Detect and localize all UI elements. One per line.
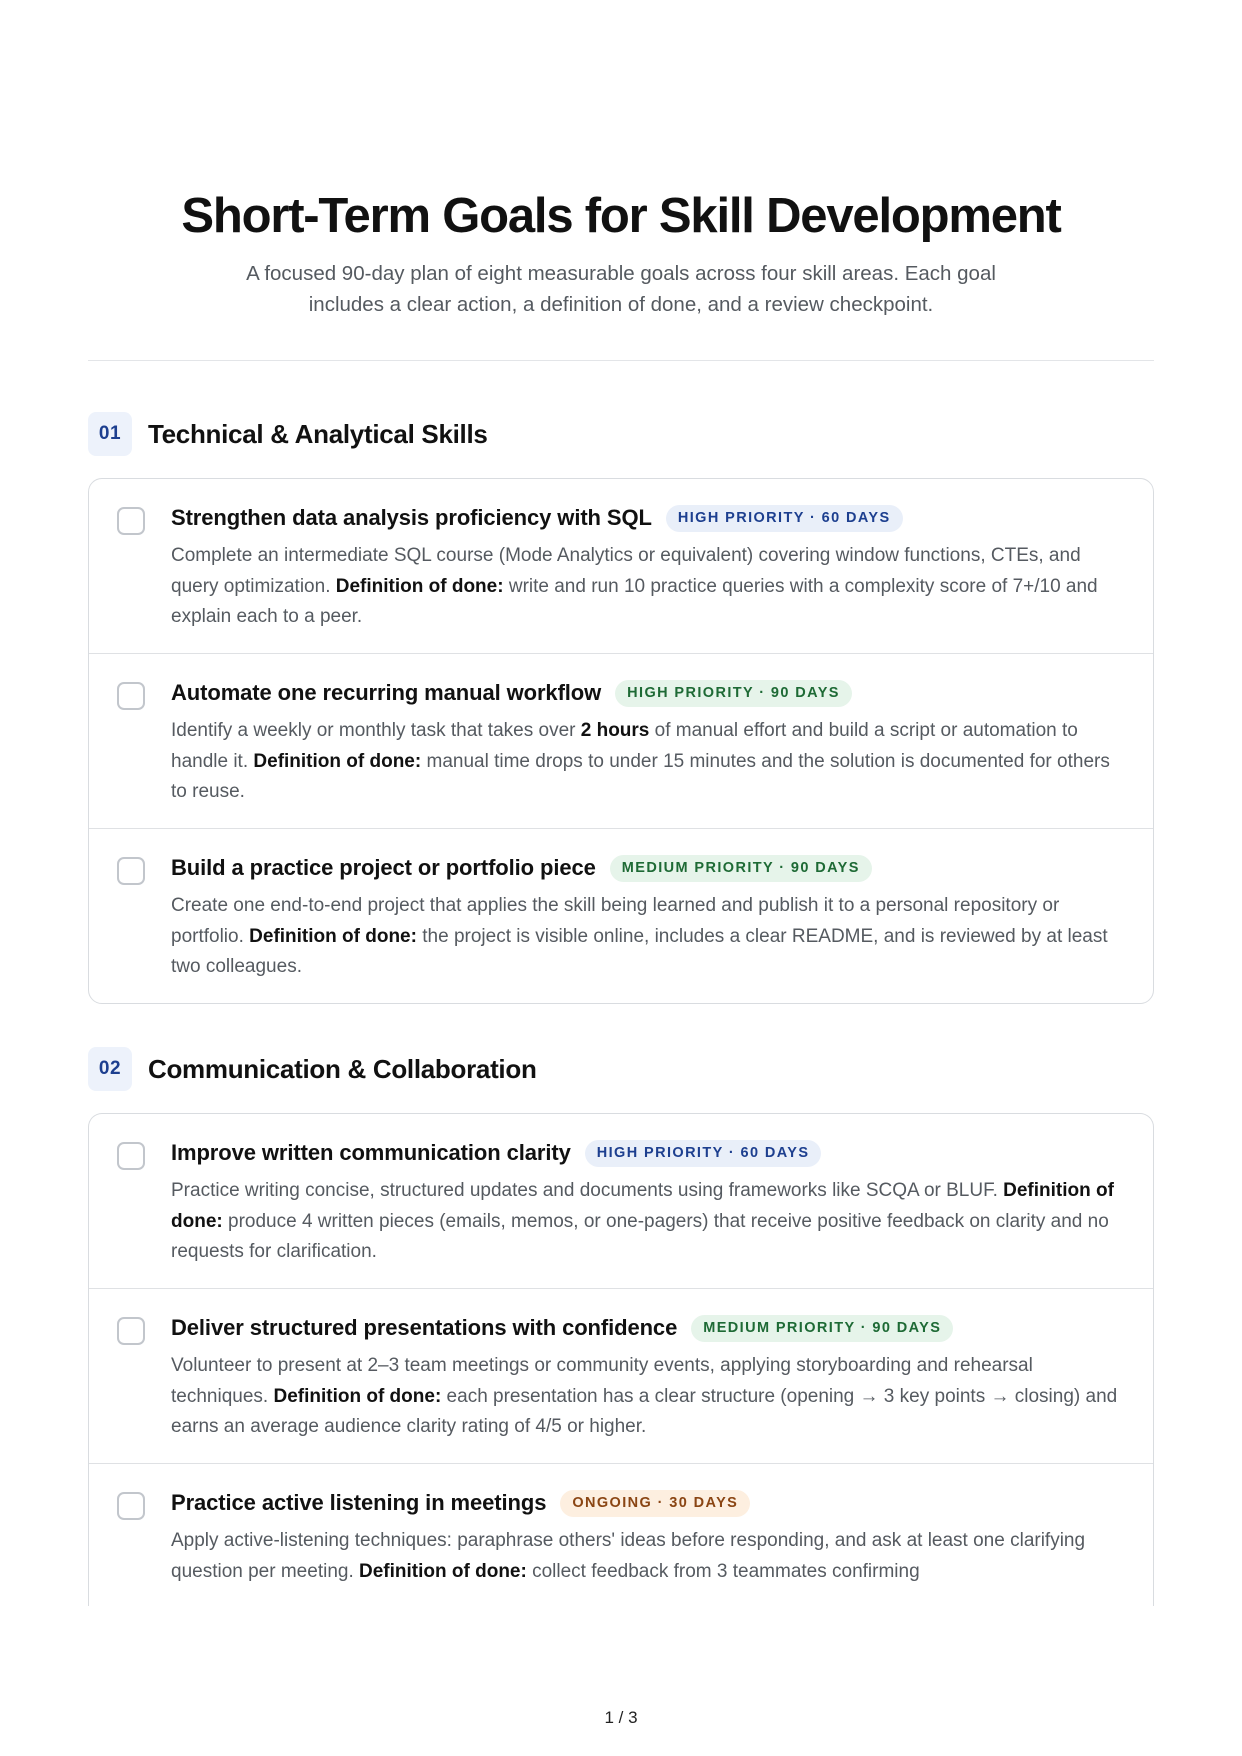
definition-text: collect feedback from 3 teammates confirming (526, 1560, 920, 1582)
description-text: Volunteer to present at 2–3 team meetings or community events, applying storyboarding and rehearsal techniques. (171, 1355, 1033, 1407)
goal-description (171, 541, 1127, 633)
goal-checkbox[interactable] (117, 1317, 145, 1345)
priority-badge: HIGH PRIORITY · 60 DAYS (666, 505, 903, 532)
definition-label: Definition of done: (249, 925, 417, 947)
goal-description (171, 891, 1127, 983)
section-communication (88, 1047, 1154, 1606)
header-divider (88, 360, 1154, 361)
definition-text: each presentation has a clear structure (opening → 3 key points → closing) and earns an average audience clarity rating of 4/5 or higher. (171, 1385, 1118, 1437)
goal-item (89, 653, 1153, 828)
description-text: Identify a weekly or monthly task that takes over (171, 720, 581, 741)
goal-description (171, 1351, 1127, 1443)
goal-content (171, 853, 1127, 983)
section-number: 01 (88, 412, 132, 456)
priority-badge: ONGOING · 30 DAYS (560, 1490, 750, 1517)
section-title: Communication & Collaboration (148, 1053, 537, 1084)
goal-description (171, 716, 1127, 808)
goal-content (171, 678, 1127, 808)
goal-description (171, 1526, 1127, 1587)
document-header (88, 188, 1154, 320)
goal-title: Deliver structured presentations with confidence (171, 1315, 678, 1340)
description-text: of manual effort and build a script or automation to handle it. (171, 720, 1078, 772)
priority-badge: MEDIUM PRIORITY · 90 DAYS (610, 855, 872, 882)
section-title: Technical & Analytical Skills (148, 418, 488, 449)
goal-title: Automate one recurring manual workflow (171, 680, 602, 705)
goal-description (171, 1176, 1127, 1268)
goal-header (171, 1488, 1127, 1518)
description-text: Complete an intermediate SQL course (Mode Analytics or equivalent) covering window functions, CTEs, and query optimization. (171, 545, 1081, 597)
section-technical (88, 412, 1154, 1004)
goal-content (171, 1313, 1127, 1443)
goal-title: Improve written communication clarity (171, 1140, 571, 1165)
goal-item (89, 1114, 1153, 1288)
highlight-text: 2 hours (580, 720, 650, 741)
definition-text: produce 4 written pieces (emails, memos, or one-pagers) that receive positive feedback on clarity and no requests for clarification. (171, 1210, 1109, 1262)
description-text: Apply active-listening techniques: paraphrase others' ideas before responding, and ask at least one clarifying question per meeting. (171, 1530, 1086, 1582)
definition-label: Definition of done: (359, 1560, 527, 1582)
goal-header (171, 853, 1127, 883)
goal-content (171, 503, 1127, 633)
goal-checkbox[interactable] (117, 1492, 145, 1520)
page-title: Short-Term Goals for Skill Development (181, 189, 1061, 243)
goal-header (171, 678, 1127, 708)
goal-header (171, 1138, 1127, 1168)
section-number: 02 (88, 1047, 132, 1091)
goal-title: Build a practice project or portfolio piece (171, 855, 596, 880)
goal-checkbox[interactable] (117, 857, 145, 885)
page-subtitle: A focused 90-day plan of eight measurable goals across four skill areas. Each goal includes a clear action, a definition of done, and a review checkpoint. (246, 262, 996, 316)
definition-text: manual time drops to under 15 minutes and the solution is documented for others to reuse. (171, 750, 1110, 802)
definition-label: Definition of done: (171, 1180, 1114, 1232)
goal-header (171, 503, 1127, 533)
goal-header (171, 1313, 1127, 1343)
goal-item (89, 828, 1153, 1003)
section-header (88, 1047, 1154, 1091)
definition-text: the project is visible online, includes a clear README, and is reviewed by at least two colleagues. (171, 925, 1108, 977)
description-text: Practice writing concise, structured updates and documents using frameworks like SCQA or BLUF. (171, 1180, 1004, 1201)
goal-item (89, 479, 1153, 653)
goal-title: Strengthen data analysis proficiency with SQL (171, 505, 652, 530)
priority-badge: HIGH PRIORITY · 60 DAYS (585, 1140, 822, 1167)
goal-item (89, 1288, 1153, 1463)
priority-badge: MEDIUM PRIORITY · 90 DAYS (691, 1315, 953, 1342)
section-header (88, 412, 1154, 456)
goal-checkbox[interactable] (117, 682, 145, 710)
goal-item (89, 1463, 1153, 1606)
priority-badge: HIGH PRIORITY · 90 DAYS (615, 680, 852, 707)
goal-title: Practice active listening in meetings (171, 1490, 547, 1515)
page-number: 1 / 3 (604, 1708, 638, 1727)
goal-checkbox[interactable] (117, 507, 145, 535)
goal-checkbox[interactable] (117, 1142, 145, 1170)
goal-card (88, 1113, 1154, 1606)
goal-content (171, 1488, 1127, 1587)
definition-label: Definition of done: (273, 1385, 442, 1407)
definition-label: Definition of done: (335, 575, 504, 597)
definition-text: write and run 10 practice queries with a complexity score of 7+/10 and explain each to a peer. (171, 575, 1098, 627)
description-text: Create one end-to-end project that applies the skill being learned and publish it to a personal repository or portfolio. (171, 895, 1060, 947)
goal-card (88, 478, 1154, 1004)
goal-content (171, 1138, 1127, 1268)
definition-label: Definition of done: (253, 750, 422, 772)
